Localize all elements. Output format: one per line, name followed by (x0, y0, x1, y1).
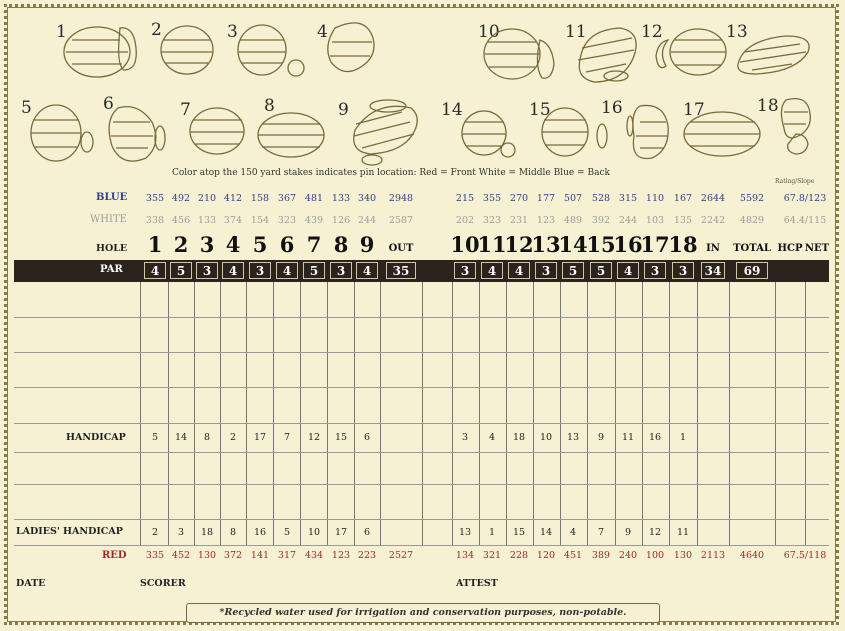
out-header: OUT (388, 243, 414, 254)
blue-yardage-hole-7: 481 (304, 193, 324, 204)
grid-column-divider (775, 282, 776, 545)
blue-yardage-hole-16: 315 (618, 193, 638, 204)
green-8-diagram (258, 113, 324, 157)
hole-header-4: 4 (225, 232, 241, 257)
ladies_handicap-hole-12: 15 (512, 527, 526, 538)
grid-column-divider (615, 282, 616, 545)
grid-column-divider (327, 282, 328, 545)
white-yardage-hole-18: 135 (673, 215, 693, 226)
blue-yardage-hole-13: 177 (536, 193, 556, 204)
grid-column-divider (587, 282, 588, 545)
green-number-6: 6 (103, 94, 114, 114)
handicap-hole-5: 17 (253, 432, 267, 443)
ladies_handicap-hole-2: 3 (177, 527, 185, 538)
green-number-2: 2 (151, 20, 162, 40)
white-yardage-hole-12: 231 (509, 215, 529, 226)
green-number-3: 3 (227, 22, 238, 42)
grid-row-divider (14, 484, 829, 485)
par-course-total: 69 (743, 264, 761, 278)
blue-yardage-hole-11: 355 (482, 193, 502, 204)
green-number-14: 14 (441, 100, 463, 120)
hole-header-6: 6 (279, 232, 295, 257)
handicap-hole-13: 10 (539, 432, 553, 443)
white-yardage-hole-13: 123 (536, 215, 556, 226)
handicap-hole-18: 1 (679, 432, 687, 443)
hole-header-18: 18 (668, 232, 698, 257)
green-6-diagram (109, 107, 165, 162)
par-in-total: 34 (704, 264, 722, 278)
scorer-label: SCORER (140, 578, 186, 589)
green-5-diagram (31, 105, 93, 161)
green-number-5: 5 (21, 98, 32, 118)
blue-yardage-hole-8: 133 (331, 193, 351, 204)
green-number-12: 12 (641, 22, 663, 42)
blue-yardage-hole-5: 158 (250, 193, 270, 204)
white-yardage-hole-3: 133 (197, 215, 217, 226)
grid-column-divider (729, 282, 730, 545)
ladies_handicap-hole-7: 10 (307, 527, 321, 538)
green-16-diagram (627, 105, 668, 158)
blue-yardage-hole-9: 340 (357, 193, 377, 204)
par-hole-14: 5 (568, 264, 578, 278)
rating-slope-header: Rating/Slope (775, 178, 815, 185)
white-in-total: 2242 (700, 215, 726, 226)
hcp-header: HCP (777, 243, 803, 254)
par-hole-7: 5 (309, 264, 319, 278)
white-yardage-hole-4: 374 (223, 215, 243, 226)
par-hole-15: 5 (596, 264, 606, 278)
green-number-10: 10 (478, 22, 500, 42)
grid-column-divider (533, 282, 534, 545)
grid-row-divider (14, 352, 829, 353)
par-hole-10: 3 (460, 264, 470, 278)
grid-column-divider (194, 282, 195, 545)
ladies_handicap-hole-6: 5 (283, 527, 291, 538)
white-yardage-hole-1: 338 (145, 215, 165, 226)
handicap-hole-8: 15 (334, 432, 348, 443)
green-number-4: 4 (317, 22, 328, 42)
white-yardage-hole-16: 244 (618, 215, 638, 226)
ladies-handicap-label: LADIES' HANDICAP (16, 526, 123, 537)
par-hole-4: 4 (228, 264, 238, 278)
handicap-hole-6: 7 (283, 432, 291, 443)
grid-column-divider (168, 282, 169, 545)
ladies_handicap-hole-5: 16 (253, 527, 267, 538)
ladies_handicap-hole-14: 4 (569, 527, 577, 538)
green-9-diagram (354, 100, 418, 165)
red-yardage-hole-7: 434 (304, 550, 324, 561)
red-yardage-hole-12: 228 (509, 550, 529, 561)
blue-yardage-hole-14: 507 (563, 193, 583, 204)
par-hole-12: 4 (514, 264, 524, 278)
handicap-hole-11: 4 (488, 432, 496, 443)
hole-header-10: 10 (450, 232, 480, 257)
par-out-total: 35 (392, 264, 410, 278)
blue-yardage-hole-3: 210 (197, 193, 217, 204)
red-yardage-hole-17: 100 (645, 550, 665, 561)
white-rating-slope: 64.4/115 (783, 215, 827, 226)
green-7-diagram (190, 108, 244, 154)
grid-column-divider (669, 282, 670, 545)
par-hole-18: 3 (678, 264, 688, 278)
handicap-hole-16: 11 (621, 432, 635, 443)
grid-column-divider (560, 282, 561, 545)
par-hole-16: 4 (623, 264, 633, 278)
blue-yardage-hole-10: 215 (455, 193, 475, 204)
grid-row-divider (14, 423, 829, 424)
ladies_handicap-hole-15: 7 (597, 527, 605, 538)
green-14-diagram (462, 111, 515, 157)
red-yardage-hole-16: 240 (618, 550, 638, 561)
grid-column-divider (422, 282, 423, 545)
blue-yardage-hole-15: 528 (591, 193, 611, 204)
blue-yardage-hole-6: 367 (277, 193, 297, 204)
red-yardage-hole-4: 372 (223, 550, 243, 561)
grid-column-divider (273, 282, 274, 545)
hole-header-12: 12 (504, 232, 534, 257)
handicap-hole-2: 14 (174, 432, 188, 443)
red-rating-slope: 67.5/118 (783, 550, 827, 561)
ladies_handicap-hole-17: 12 (648, 527, 662, 538)
par-hole-11: 4 (487, 264, 497, 278)
green-2-diagram (161, 26, 213, 74)
red-out-total: 2527 (388, 550, 414, 561)
total-header: TOTAL (733, 243, 771, 254)
green-number-13: 13 (726, 22, 748, 42)
white-yardage-hole-10: 202 (455, 215, 475, 226)
grid-row-divider (14, 452, 829, 453)
date-label: DATE (16, 578, 46, 589)
green-number-17: 17 (683, 100, 705, 120)
red-yardage-hole-10: 134 (455, 550, 475, 561)
grid-column-divider (220, 282, 221, 545)
white-yardage-hole-6: 323 (277, 215, 297, 226)
green-4-diagram (328, 23, 374, 72)
hole-header-3: 3 (199, 232, 215, 257)
white-yardage-hole-17: 103 (645, 215, 665, 226)
grid-row-divider (14, 545, 829, 546)
red-yardage-hole-14: 451 (563, 550, 583, 561)
red-yardage-hole-13: 120 (536, 550, 556, 561)
green-number-1: 1 (56, 22, 67, 42)
ladies_handicap-hole-16: 9 (624, 527, 632, 538)
ladies_handicap-hole-10: 13 (458, 527, 472, 538)
white-tee-label: WHITE (90, 214, 127, 225)
red-yardage-hole-2: 452 (171, 550, 191, 561)
par-hole-13: 3 (541, 264, 551, 278)
hole-header-15: 15 (586, 232, 616, 257)
blue-yardage-hole-2: 492 (171, 193, 191, 204)
handicap-hole-4: 2 (229, 432, 237, 443)
grid-column-divider (380, 282, 381, 545)
hole-header-13: 13 (531, 232, 561, 257)
blue-yardage-hole-18: 167 (673, 193, 693, 204)
hole-header-9: 9 (359, 232, 375, 257)
ladies_handicap-hole-18: 11 (676, 527, 690, 538)
hole-header-label: HOLE (96, 243, 128, 254)
grid-column-divider (479, 282, 480, 545)
par-hole-3: 3 (202, 264, 212, 278)
green-3-diagram (238, 25, 304, 76)
pin-location-note: Color atop the 150 yard stakes indicates pin location: Red = Front White = Middle Blue = Back (172, 168, 610, 178)
ladies_handicap-hole-8: 17 (334, 527, 348, 538)
hole-header-7: 7 (306, 232, 322, 257)
handicap-hole-7: 12 (307, 432, 321, 443)
grid-column-divider (246, 282, 247, 545)
white-yardage-hole-14: 489 (563, 215, 583, 226)
green-15-diagram (542, 108, 607, 156)
red-yardage-hole-15: 389 (591, 550, 611, 561)
attest-label: ATTEST (456, 578, 498, 589)
grid-column-divider (300, 282, 301, 545)
blue-yardage-hole-1: 355 (145, 193, 165, 204)
red-yardage-hole-18: 130 (673, 550, 693, 561)
ladies_handicap-hole-4: 8 (229, 527, 237, 538)
grid-row-divider (14, 519, 829, 520)
blue-in-total: 2644 (700, 193, 726, 204)
grid-column-divider (697, 282, 698, 545)
ladies_handicap-hole-3: 18 (200, 527, 214, 538)
par-hole-1: 4 (150, 264, 160, 278)
hole-header-14: 14 (558, 232, 588, 257)
green-number-7: 7 (180, 100, 191, 120)
green-11-diagram (578, 28, 636, 82)
green-1-diagram (64, 27, 136, 77)
handicap-label: HANDICAP (66, 432, 126, 443)
ladies_handicap-hole-1: 2 (151, 527, 159, 538)
red-yardage-hole-3: 130 (197, 550, 217, 561)
green-13-diagram (738, 36, 809, 74)
white-yardage-hole-7: 439 (304, 215, 324, 226)
par-hole-9: 4 (362, 264, 372, 278)
handicap-hole-17: 16 (648, 432, 662, 443)
blue-course-total: 5592 (739, 193, 765, 204)
blue-rating-slope: 67.8/123 (783, 193, 827, 204)
white-yardage-hole-8: 126 (331, 215, 351, 226)
blue-yardage-hole-12: 270 (509, 193, 529, 204)
par-hole-6: 4 (282, 264, 292, 278)
red-yardage-hole-5: 141 (250, 550, 270, 561)
white-yardage-hole-2: 456 (171, 215, 191, 226)
handicap-hole-15: 9 (597, 432, 605, 443)
par-hole-8: 3 (336, 264, 346, 278)
grid-column-divider (354, 282, 355, 545)
handicap-hole-10: 3 (461, 432, 469, 443)
white-yardage-hole-5: 154 (250, 215, 270, 226)
handicap-hole-14: 13 (566, 432, 580, 443)
ladies_handicap-hole-11: 1 (488, 527, 496, 538)
red-course-total: 4640 (739, 550, 765, 561)
recycled-water-note: *Recycled water used for irrigation and conservation purposes, non-potable. (186, 603, 660, 623)
white-yardage-hole-15: 392 (591, 215, 611, 226)
handicap-hole-9: 6 (363, 432, 371, 443)
red-tee-label: RED (102, 550, 127, 561)
grid-column-divider (506, 282, 507, 545)
hole-header-8: 8 (333, 232, 349, 257)
white-out-total: 2587 (388, 215, 414, 226)
green-number-18: 18 (757, 96, 779, 116)
hole-header-5: 5 (252, 232, 268, 257)
white-yardage-hole-9: 244 (357, 215, 377, 226)
green-number-15: 15 (529, 100, 551, 120)
hole-header-11: 11 (477, 232, 507, 257)
red-yardage-hole-9: 223 (357, 550, 377, 561)
par-hole-17: 3 (650, 264, 660, 278)
par-hole-5: 3 (255, 264, 265, 278)
grid-column-divider (140, 282, 141, 545)
green-number-11: 11 (565, 22, 587, 42)
grid-column-divider (452, 282, 453, 545)
green-number-16: 16 (601, 98, 623, 118)
red-yardage-hole-8: 123 (331, 550, 351, 561)
green-17-diagram (684, 112, 760, 156)
green-18-diagram (781, 99, 810, 154)
red-yardage-hole-6: 317 (277, 550, 297, 561)
hole-header-17: 17 (640, 232, 670, 257)
in-header: IN (706, 243, 720, 254)
blue-yardage-hole-4: 412 (223, 193, 243, 204)
blue-yardage-hole-17: 110 (645, 193, 665, 204)
hole-header-16: 16 (613, 232, 643, 257)
green-number-8: 8 (264, 96, 275, 116)
red-yardage-hole-1: 335 (145, 550, 165, 561)
handicap-hole-3: 8 (203, 432, 211, 443)
blue-out-total: 2948 (388, 193, 414, 204)
net-header: NET (804, 243, 830, 254)
grid-row-divider (14, 317, 829, 318)
green-12-diagram (656, 29, 726, 75)
grid-column-divider (805, 282, 806, 545)
par-label: PAR (100, 264, 123, 275)
grid-column-divider (642, 282, 643, 545)
grid-row-divider (14, 387, 829, 388)
blue-tee-label: BLUE (96, 192, 128, 203)
red-yardage-hole-11: 321 (482, 550, 502, 561)
hole-header-1: 1 (147, 232, 163, 257)
handicap-hole-1: 5 (151, 432, 159, 443)
par-hole-2: 5 (176, 264, 186, 278)
white-yardage-hole-11: 323 (482, 215, 502, 226)
ladies_handicap-hole-13: 14 (539, 527, 553, 538)
ladies_handicap-hole-9: 6 (363, 527, 371, 538)
handicap-hole-12: 18 (512, 432, 526, 443)
green-number-9: 9 (338, 100, 349, 120)
red-in-total: 2113 (700, 550, 726, 561)
hole-header-2: 2 (173, 232, 189, 257)
green-10-diagram (484, 29, 554, 79)
white-course-total: 4829 (739, 215, 765, 226)
